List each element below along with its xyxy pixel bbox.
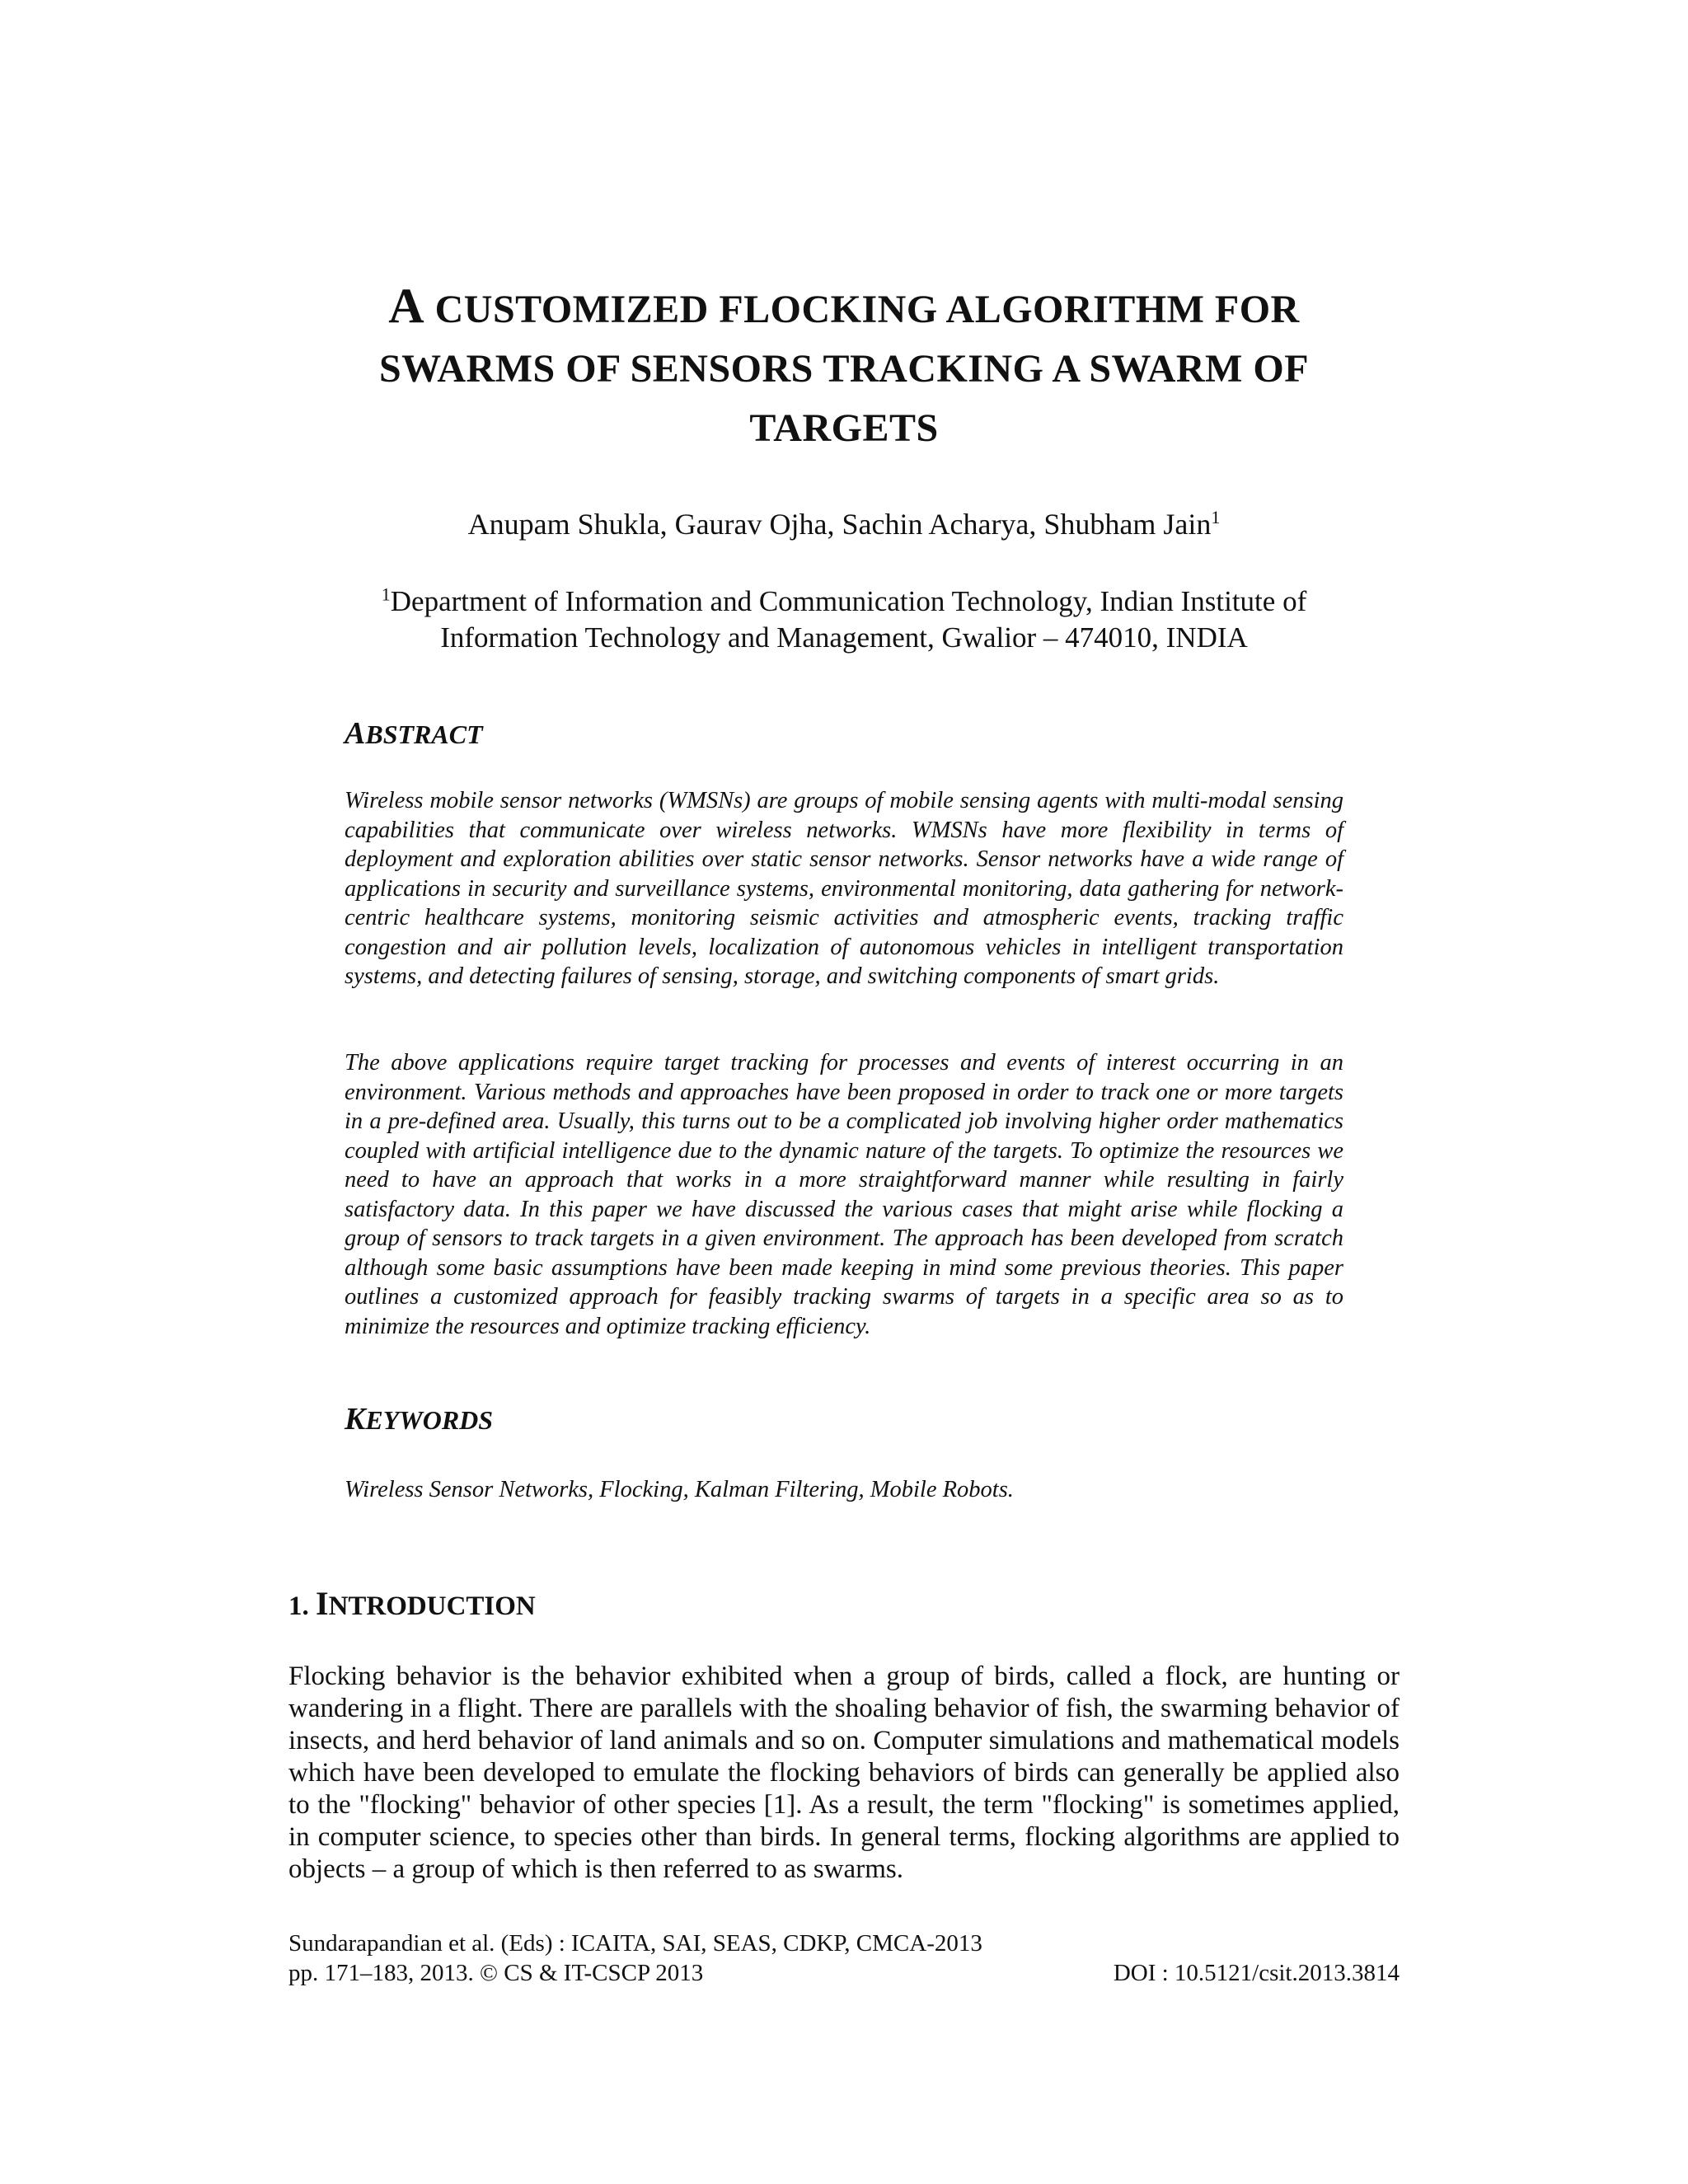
introduction-heading-rest: NTRODUCTION: [328, 1591, 536, 1621]
affiliation-line-1-text: Department of Information and Communication Technology, Indian Institute of: [390, 585, 1307, 617]
abstract-heading-rest: BSTRACT: [365, 719, 483, 749]
abstract-heading-initial: A: [345, 716, 366, 751]
keywords-heading-initial: K: [345, 1402, 366, 1436]
abstract-heading: [345, 715, 483, 752]
footer-doi: DOI : 10.5121/csit.2013.3814: [1113, 1960, 1400, 1986]
paper-title: [288, 276, 1400, 458]
title-line-1-rest: CUSTOMIZED FLOCKING ALGORITHM FOR: [424, 288, 1300, 331]
introduction-heading-initial: I: [316, 1585, 329, 1622]
affiliation-line-2: Information Technology and Management, Gwalior – 474010, INDIA: [440, 621, 1248, 654]
introduction-heading: [288, 1584, 536, 1623]
keywords-heading-rest: EYWORDS: [365, 1405, 494, 1435]
title-line-3: TARGETS: [749, 406, 939, 450]
footer-pages: [288, 1958, 1400, 1988]
affiliation-line-1: [288, 583, 1400, 620]
keywords-text: Wireless Sensor Networks, Flocking, Kalman Filtering, Mobile Robots.: [345, 1477, 1014, 1502]
title-line-1: [288, 276, 1400, 340]
abstract-paragraph-2: The above applications require target tracking for processes and events of interest occurring in an environment. Various methods and approaches have been proposed in order to track one or more targets in a pre-defined area. Usually, this turns out to be a complicated job involving higher order mathematics coupled with artificial intelligence due to the dynamic nature of the targets. To optimize the resources we need to have an approach that works in a more straightforward manner while resulting in fairly satisfactory data. In this paper we have discussed the various cases that might arise while flocking a group of sensors to track targets in a given environment. The approach has been developed from scratch although some basic assumptions have been made keeping in mind some previous theories. This paper outlines a customized approach for feasibly tracking swarms of targets in a specific area so as to minimize the resources and optimize tracking efficiency.: [345, 1050, 1343, 1339]
affiliation-marker: 1: [381, 583, 391, 605]
introduction-paragraph: Flocking behavior is the behavior exhibited when a group of birds, called a flock, are hunting or wandering in a flight. There are parallels with the shoaling behavior of fish, the swarming behavior of insects, and herd behavior of land animals and so on. Computer simulations and mathematical models which have been developed to emulate the flocking behaviors of birds can generally be applied also to the "flocking" behavior of other species [1]. As a result, the term "flocking" is sometimes applied, in computer science, to species other than birds. In general terms, flocking algorithms are applied to objects – a group of which is then referred to as swarms.: [288, 1661, 1400, 1884]
author-affiliation-marker: 1: [1211, 507, 1221, 527]
introduction-number: 1.: [288, 1591, 316, 1621]
footer-pages-text: pp. 171–183, 2013. © CS & IT-CSCP 2013: [288, 1960, 704, 1986]
keywords-heading: [345, 1401, 493, 1437]
author-list: [288, 504, 1400, 544]
affiliation: [288, 583, 1400, 656]
title-line-2: SWARMS OF SENSORS TRACKING A SWARM OF: [378, 347, 1310, 391]
author-names: Anupam Shukla, Gaurav Ojha, Sachin Acharya, Shubham Jain: [467, 508, 1212, 541]
footer-proceedings: Sundarapandian et al. (Eds) : ICAITA, SAI, SEAS, CDKP, CMCA-2013: [288, 1930, 982, 1957]
title-initial: A: [388, 279, 425, 333]
abstract-paragraph-1: Wireless mobile sensor networks (WMSNs) are groups of mobile sensing agents with multi-modal sensing capabilities that communicate over wireless networks. WMSNs have more flexibility in terms of deployment and exploration abilities over static sensor networks. Sensor networks have a wide range of applications in security and surveillance systems, environmental monitoring, data gathering for network-centric healthcare systems, monitoring seismic activities and atmospheric events, tracking traffic congestion and air pollution levels, localization of autonomous vehicles in intelligent transportation systems, and detecting failures of sensing, storage, and switching components of smart grids.: [345, 788, 1343, 989]
